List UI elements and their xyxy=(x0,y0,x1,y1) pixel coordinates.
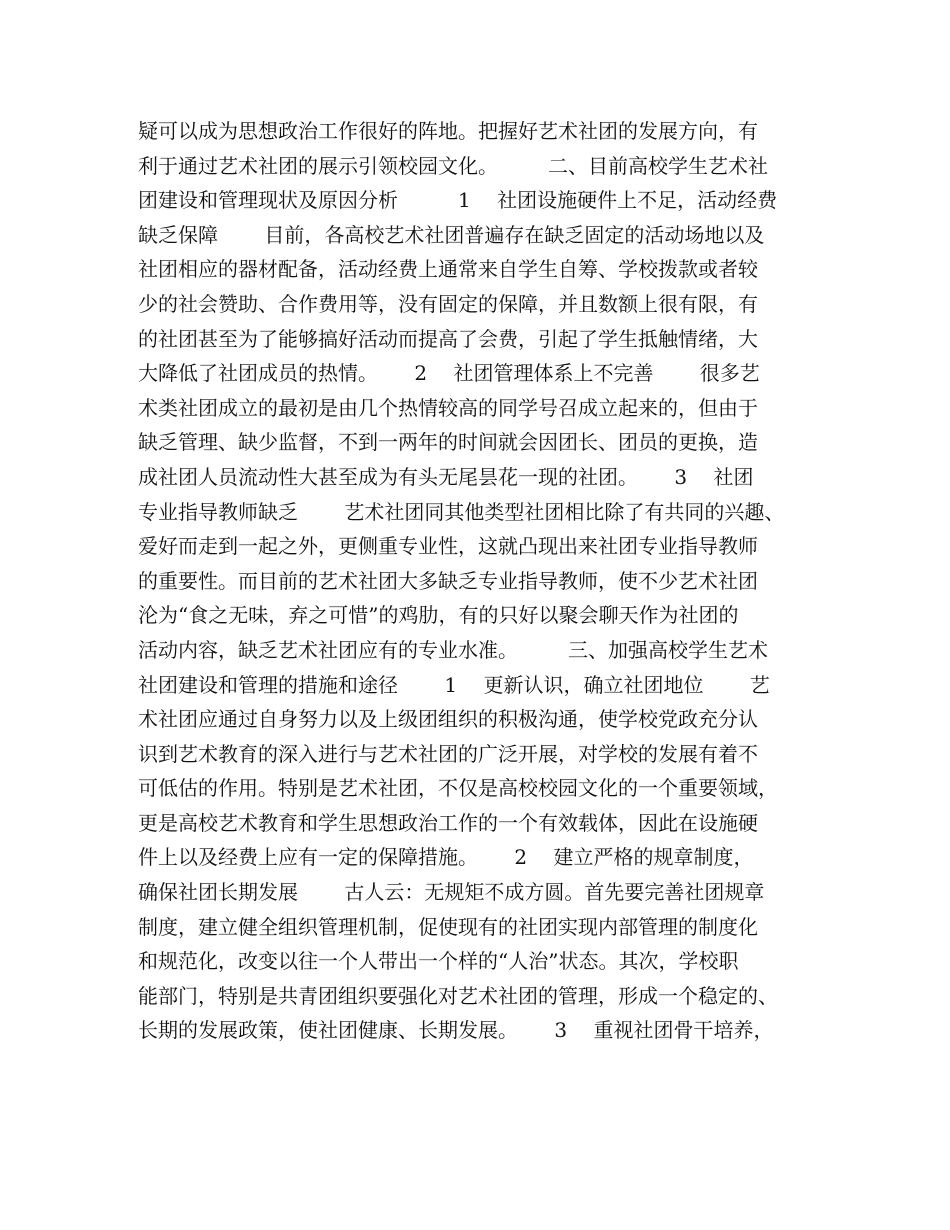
text-line: 更是高校艺术教育和学生思想政治工作的一个有效载体，因此在设施硬 xyxy=(138,810,758,835)
text-line: 爱好而走到一起之外，更侧重专业性，这就凸现出来社团专业指导教师 xyxy=(138,534,758,559)
text-line: 利于通过艺术社团的展示引领校园文化。 二、目前高校学生艺术社 xyxy=(138,153,768,178)
text-line: 社团相应的器材配备，活动经费上通常来自学生自筹、学校拨款或者较 xyxy=(138,257,758,282)
text-line: 缺乏保障 目前，各高校艺术社团普遍存在缺乏固定的活动场地以及 xyxy=(138,222,765,247)
text-line: 少的社会赞助、合作费用等，没有固定的保障，并且数额上很有限，有 xyxy=(138,291,758,316)
text-line: 沦为“食之无味，弃之可惜”的鸡肋，有的只好以聚会聊天作为社团的 xyxy=(138,603,739,628)
text-line: 术类社团成立的最初是由几个热情较高的同学号召成立起来的，但由于 xyxy=(138,395,758,420)
text-line: 活动内容，缺乏艺术社团应有的专业水准。 三、加强高校学生艺术 xyxy=(138,637,768,662)
text-line: 的社团甚至为了能够搞好活动而提高了会费，引起了学生抵触情绪，大 xyxy=(138,326,758,351)
text-line: 能部门，特别是共青团组织要强化对艺术社团的管理，形成一个稳定的、 xyxy=(138,983,778,1008)
body-text xyxy=(138,114,828,1048)
text-line: 团建设和管理现状及原因分析 1 社团设施硬件上不足，活动经费 xyxy=(138,188,778,213)
text-line: 的重要性。而目前的艺术社团大多缺乏专业指导教师，使不少艺术社团 xyxy=(138,568,758,593)
text-line: 社团建设和管理的措施和途径 1 更新认识，确立社团地位 艺 xyxy=(138,672,770,697)
text-line: 大降低了社团成员的热情。 2 社团管理体系上不完善 很多艺 xyxy=(138,361,760,386)
text-line: 术社团应通过自身努力以及上级团组织的积极沟通，使学校党政充分认 xyxy=(138,707,758,732)
text-line: 疑可以成为思想政治工作很好的阵地。把握好艺术社团的发展方向，有 xyxy=(138,119,758,143)
text-line: 制度，建立健全组织管理机制，促使现有的社团实现内部管理的制度化 xyxy=(138,914,758,939)
text-line: 确保社团长期发展 古人云：无规矩不成方圆。首先要完善社团规章 xyxy=(138,880,765,905)
text-line: 长期的发展政策，使社团健康、长期发展。 3 重视社团骨干培养， xyxy=(138,1018,774,1043)
text-line: 和规范化，改变以往一个人带出一个样的“人治”状态。其次，学校职 xyxy=(138,949,739,974)
text-line: 专业指导教师缺乏 艺术社团同其他类型社团相比除了有共同的兴趣、 xyxy=(138,499,785,524)
text-line: 识到艺术教育的深入进行与艺术社团的广泛开展，对学校的发展有着不 xyxy=(138,741,758,766)
text-line: 件上以及经费上应有一定的保障措施。 2 建立严格的规章制度， xyxy=(138,845,754,870)
text-line: 可低估的作用。特别是艺术社团，不仅是高校校园文化的一个重要领域， xyxy=(138,776,778,801)
text-line: 缺乏管理、缺少监督，不到一两年的时间就会因团长、团员的更换，造 xyxy=(138,430,758,455)
text-line: 成社团人员流动性大甚至成为有头无尾昙花一现的社团。 3 社团 xyxy=(138,464,754,489)
